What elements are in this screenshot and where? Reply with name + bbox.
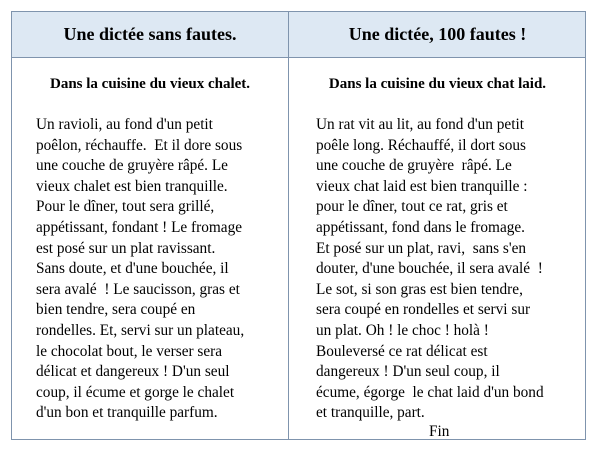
text-line: bien tendre, sera coupé en: [36, 301, 196, 319]
end-label: Fin: [429, 423, 450, 440]
header-row: [12, 12, 585, 58]
text-line: appétissant, fond dans le fromage.: [316, 218, 525, 236]
text-line: Le sot, si son gras est bien tendre,: [316, 280, 523, 298]
text-line: d'un bon et tranquille parfum.: [36, 404, 218, 422]
right-column: [289, 58, 586, 439]
text-line: Un ravioli, au fond d'un petit: [36, 116, 213, 133]
comparison-table: [11, 11, 586, 440]
text-line: Bouleversé ce rat délicat est: [316, 342, 488, 360]
text-line: poêlon, réchauffe. Et il dore sous: [36, 136, 243, 154]
text-line: délicat et dangereux ! D'un seul: [36, 363, 230, 381]
right-header: Une dictée, 100 fautes !: [348, 24, 527, 44]
text-line: vieux chat laid est bien tranquille :: [316, 177, 528, 195]
text-line: est posé sur un plat ravissant.: [36, 239, 216, 257]
text-line: et tranquille, part.: [316, 404, 425, 422]
text-line: Un rat vit au lit, au fond d'un petit: [316, 116, 524, 133]
text-line: sera coupé en rondelles et servi sur: [316, 301, 531, 319]
text-line: Et posé sur un plat, ravi, sans s'en: [316, 239, 527, 257]
text-line: appétissant, fondant ! Le fromage: [36, 218, 243, 236]
right-subtitle: Dans la cuisine du vieux chat laid.: [328, 76, 547, 92]
left-subtitle: Dans la cuisine du vieux chalet.: [49, 76, 251, 92]
text-line: pour le dîner, tout ce rat, gris et: [316, 198, 508, 216]
text-line: douter, d'une bouchée, il sera avalé !: [316, 260, 543, 278]
text-line: rondelles. Et, servi sur un plateau,: [36, 321, 245, 339]
text-line: poêle long. Réchauffé, il dort sous: [316, 136, 527, 154]
text-line: coup, il écume et gorge le chalet: [36, 383, 235, 401]
text-line: une couche de gruyère râpé. Le: [36, 157, 228, 175]
left-header: Une dictée sans fautes.: [63, 24, 237, 44]
left-dictation-text: [36, 115, 244, 424]
left-column: [12, 58, 288, 439]
text-line: vieux chalet est bien tranquille.: [36, 177, 228, 195]
text-line: sera avalé ! Le saucisson, gras et: [36, 280, 240, 298]
text-line: le chocolat bout, le verser sera: [36, 342, 223, 360]
text-line: dangereux ! D'un seul coup, il: [316, 363, 500, 381]
text-line: Sans doute, et d'une bouchée, il: [36, 260, 229, 278]
text-line: Pour le dîner, tout sera grillé,: [36, 198, 215, 216]
text-line: écume, égorge le chat laid d'un bond: [316, 383, 544, 401]
right-dictation-text: [316, 115, 544, 424]
text-line: une couche de gruyère râpé. Le: [316, 157, 512, 175]
text-line: un plat. Oh ! le choc ! holà !: [316, 321, 489, 339]
